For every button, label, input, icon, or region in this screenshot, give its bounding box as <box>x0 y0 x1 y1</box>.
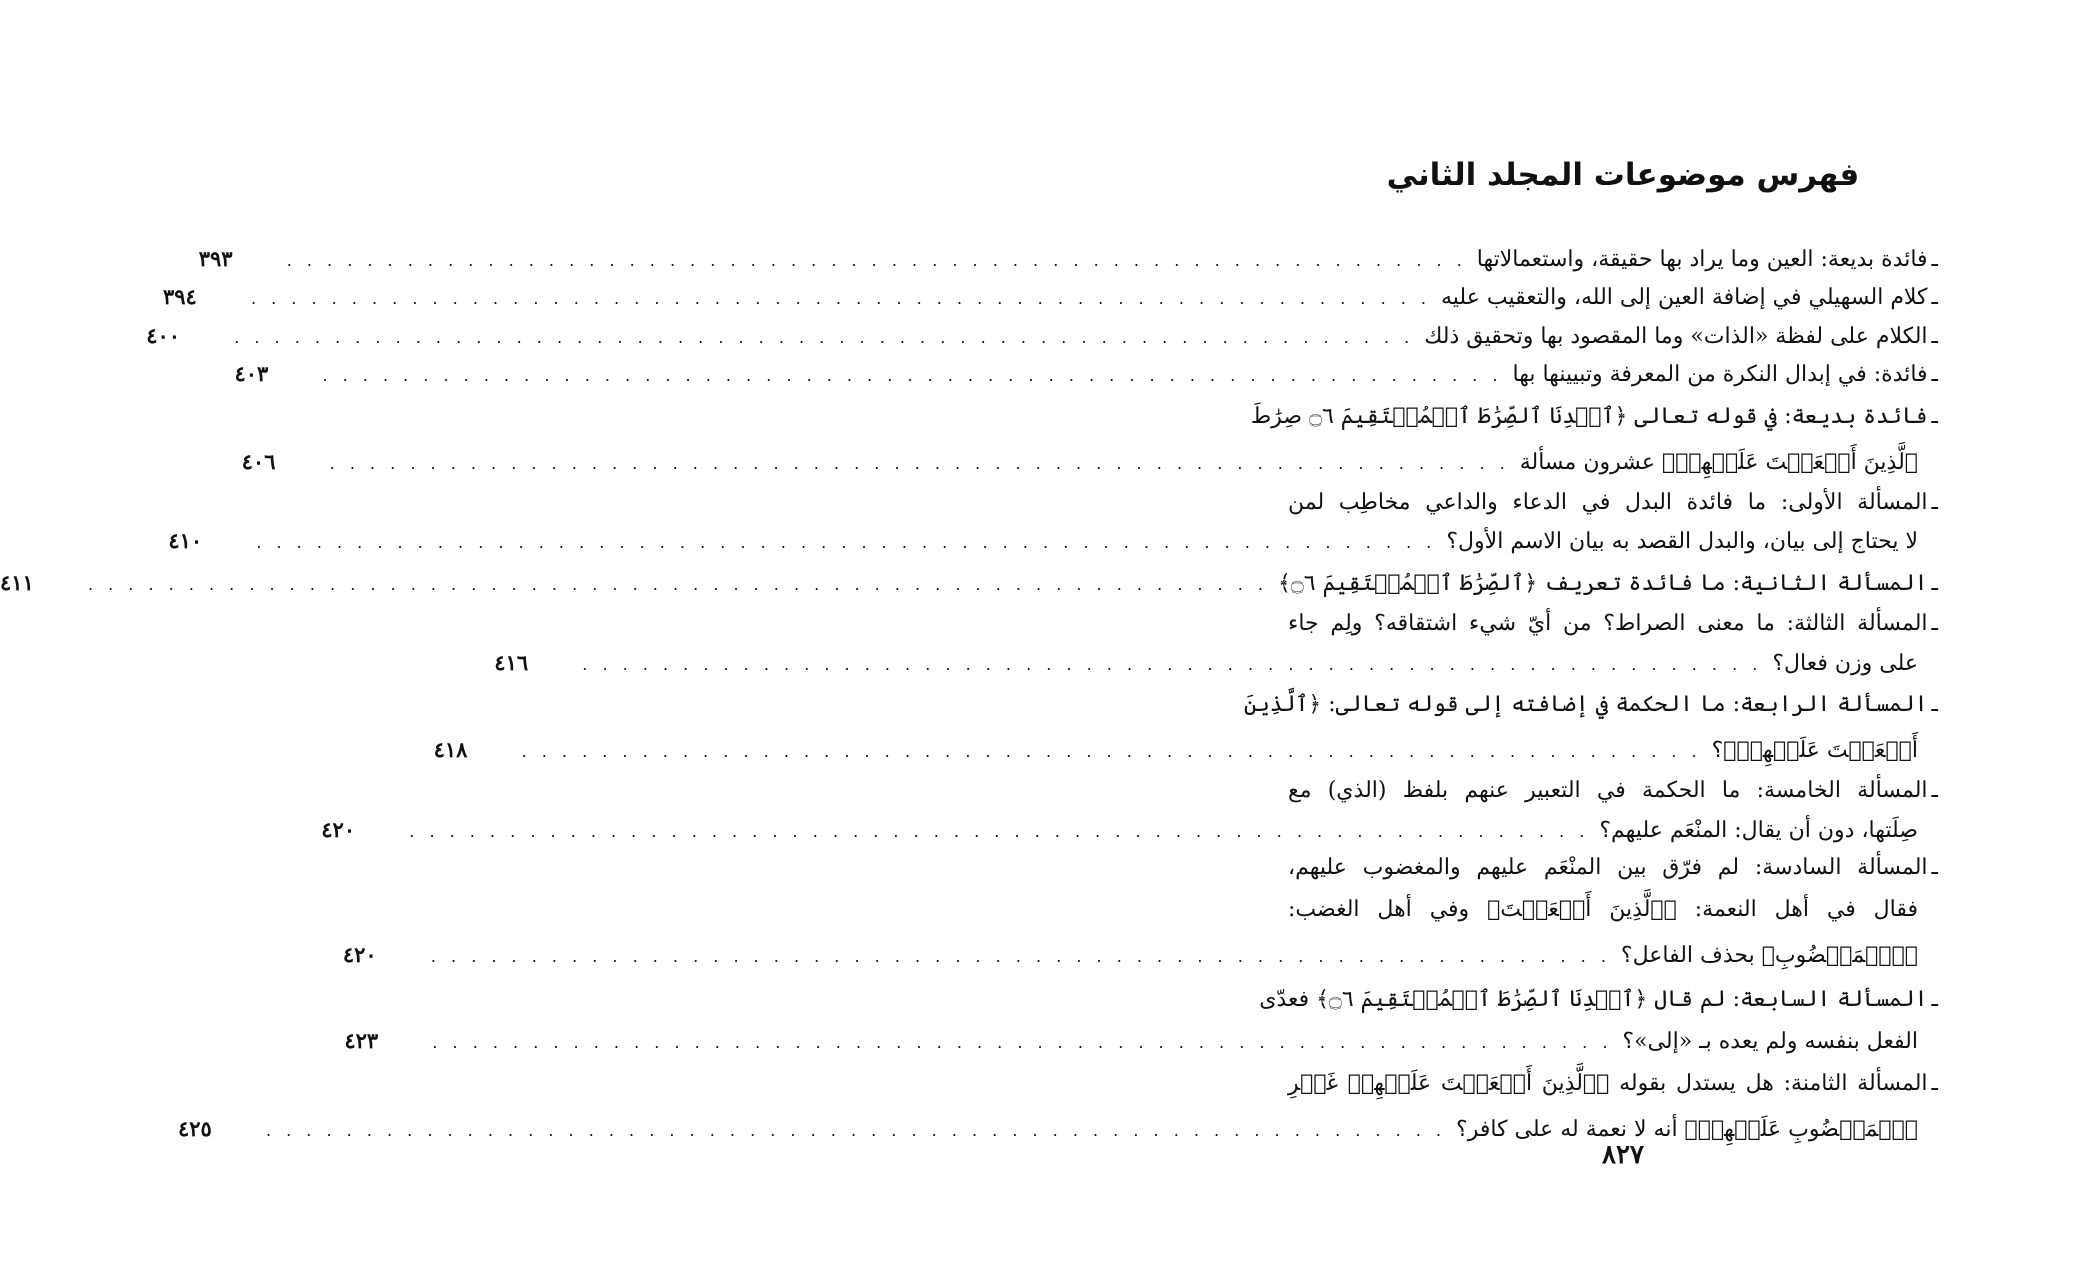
dot-leader <box>241 280 1441 318</box>
entry-page-number: ٤٢٠ <box>321 816 356 842</box>
entry-dash: ـ <box>1931 362 1938 388</box>
toc-entry <box>342 849 1938 977</box>
toc-line <box>342 932 1938 977</box>
entry-dash: ـ <box>1931 285 1938 311</box>
dot-leader <box>312 357 1512 395</box>
entry-text: الفعل بنفسه ولم يعده بـ «إلى»؟ <box>1622 1029 1918 1055</box>
toc-entry <box>241 394 1938 484</box>
dot-leader <box>421 934 1621 979</box>
entry-text: ٱلَّذِينَ أَنۡعَمۡتَ عَلَيۡهِمۡ﴾ عشرون مسألة <box>1519 449 1918 475</box>
entry-text: المسألة السادسة: لم فرّق بين المنْعَم عليهم والمغضوب عليهم، <box>1288 854 1928 880</box>
entry-dash: ـ <box>1931 1070 1938 1096</box>
toc-line <box>1288 1061 1938 1106</box>
entry-text: صِلَتها، دون أن يقال: المنْعَم عليهم؟ <box>1599 817 1918 843</box>
page-title: فهرس موضوعات المجلد الثاني <box>1386 157 1860 193</box>
toc-line <box>0 560 1938 605</box>
toc-entry <box>321 772 1938 849</box>
entry-page-number: ٤٢٥ <box>177 1115 212 1141</box>
entry-page-number: ٤٠٣ <box>234 361 269 387</box>
toc-line <box>1250 394 1938 439</box>
entry-text: الكلام على لفظة «الذات» وما المقصود بها وتحقيق ذلك <box>1424 323 1928 349</box>
entry-text: المسألة الأولى: ما فائدة البدل في الدعاء والداعي مخاطِب لمن <box>1288 489 1928 515</box>
entry-page-number: ٣٩٣ <box>198 246 233 271</box>
dot-leader <box>399 813 1599 851</box>
dot-leader <box>422 1024 1622 1062</box>
dot-leader <box>277 242 1477 280</box>
entry-text: فائدة بديعة: في قوله تعالى ﴿ٱهۡدِنَا ٱلصِّرَٰطَ ٱلۡمُسۡتَقِيمَ ۝٦ صِرَٰطَ <box>1250 403 1928 429</box>
entry-page-number: ٤٠٦ <box>241 448 276 474</box>
toc-entry <box>0 560 1938 605</box>
toc-line <box>1288 605 1938 643</box>
entry-text: المسألة الثانية: ما فائدة تعريف ﴿ٱلصِّرَٰطَ ٱلۡمُسۡتَقِيمَ ۝٦﴾ <box>1278 571 1928 597</box>
toc-line <box>146 317 1938 355</box>
entry-text: المسألة الرابعة: ما الحكمة في إضافته إلى قوله تعالى: ﴿ٱلَّذِينَ <box>1243 692 1928 718</box>
entry-text: ﴿ٱلۡمَغۡضُوبِ﴾ بحذف الفاعل؟ <box>1620 943 1918 969</box>
toc-entry <box>162 278 1938 316</box>
toc-line <box>241 439 1938 484</box>
entry-dash: ـ <box>1931 854 1938 880</box>
page-number: ٨٢٧ <box>1602 1140 1644 1170</box>
toc-line <box>1288 849 1938 887</box>
entry-dash: ـ <box>1931 571 1938 597</box>
entry-page-number: ٤١١ <box>0 570 34 596</box>
toc-entry <box>433 682 1938 772</box>
toc-entry <box>198 240 1938 278</box>
toc-line <box>321 811 1938 849</box>
entry-text: فقال في أهل النعمة: ﴿ٱلَّذِينَ أَنۡعَمۡتَ﴾ وفي أهل الغضب: <box>1288 897 1918 923</box>
toc-line <box>344 1022 1938 1060</box>
entry-dash: ـ <box>1931 247 1938 272</box>
toc-line <box>162 278 1938 316</box>
entry-dash: ـ <box>1931 987 1938 1013</box>
entry-dash: ـ <box>1931 403 1938 429</box>
dot-leader <box>320 441 1520 486</box>
entry-dash: ـ <box>1931 611 1938 637</box>
entry-text: فائدة: في إبدال النكرة من المعرفة وتبيينها بها <box>1512 362 1928 388</box>
toc-line <box>1288 484 1938 522</box>
entry-text: لا يحتاج إلى بيان، والبدل القصد به بيان الاسم الأول؟ <box>1446 528 1918 554</box>
entry-dash: ـ <box>1931 323 1938 349</box>
entry-page-number: ٤١٨ <box>433 737 468 763</box>
entry-page-number: ٣٩٤ <box>162 284 197 310</box>
entry-text: المسألة السابعة: لم قال ﴿ٱهۡدِنَا ٱلصِّرَٰطَ ٱلۡمُسۡتَقِيمَ ۝٦﴾ فعدّى <box>1259 987 1928 1013</box>
dot-leader <box>78 562 1278 607</box>
toc-entry <box>344 977 1938 1060</box>
toc-line <box>433 727 1938 772</box>
entry-dash: ـ <box>1931 692 1938 718</box>
entry-text: على وزن فعال؟ <box>1772 650 1918 676</box>
dot-leader <box>512 729 1712 774</box>
entry-text: ٱلۡمَغۡضُوبِ عَلَيۡهِمۡ﴾ أنه لا نعمة له على كافر؟ <box>1456 1116 1918 1142</box>
entry-page-number: ٤٢٠ <box>342 942 377 968</box>
toc-line <box>1243 682 1938 727</box>
entry-text: أَنۡعَمۡتَ عَلَيۡهِمۡ﴾؟ <box>1711 738 1918 764</box>
entry-text: كلام السهيلي في إضافة العين إلى الله، والتعقيب عليه <box>1441 285 1928 311</box>
entry-text: المسألة الثامنة: هل يستدل بقوله ﴿ٱلَّذِينَ أَنۡعَمۡتَ عَلَيۡهِمۡ غَيۡرِ <box>1288 1070 1928 1096</box>
toc-line <box>494 644 1938 682</box>
toc-entry <box>146 317 1938 355</box>
entry-text: المسألة الثالثة: ما معنى الصراط؟ من أيّ شيء اشتقاقه؟ ولِم جاء <box>1288 611 1928 637</box>
toc-entry <box>168 484 1938 561</box>
dot-leader <box>246 524 1446 562</box>
toc-line <box>234 355 1938 393</box>
entry-page-number: ٤١٠ <box>168 527 203 553</box>
entry-page-number: ٤١٦ <box>494 649 529 675</box>
toc-line <box>1288 887 1938 932</box>
toc-line <box>198 240 1938 278</box>
entry-text: المسألة الخامسة: ما الحكمة في التعبير عنهم بلفظ (الذي) مع <box>1288 778 1928 804</box>
dot-leader <box>572 646 1772 684</box>
entry-page-number: ٤٠٠ <box>146 322 181 348</box>
entry-dash: ـ <box>1931 778 1938 804</box>
toc-line <box>1259 977 1938 1022</box>
toc-entry <box>177 1061 1938 1151</box>
table-of-contents <box>0 240 1938 1151</box>
entry-page-number: ٤٢٣ <box>344 1028 379 1054</box>
entry-text: فائدة بديعة: العين وما يراد بها حقيقة، واستعمالاتها <box>1476 247 1928 272</box>
toc-entry <box>494 605 1938 682</box>
toc-entry <box>234 355 1938 393</box>
dot-leader <box>224 319 1424 357</box>
entry-dash: ـ <box>1931 489 1938 515</box>
toc-line <box>1288 772 1938 810</box>
toc-line <box>168 522 1938 560</box>
